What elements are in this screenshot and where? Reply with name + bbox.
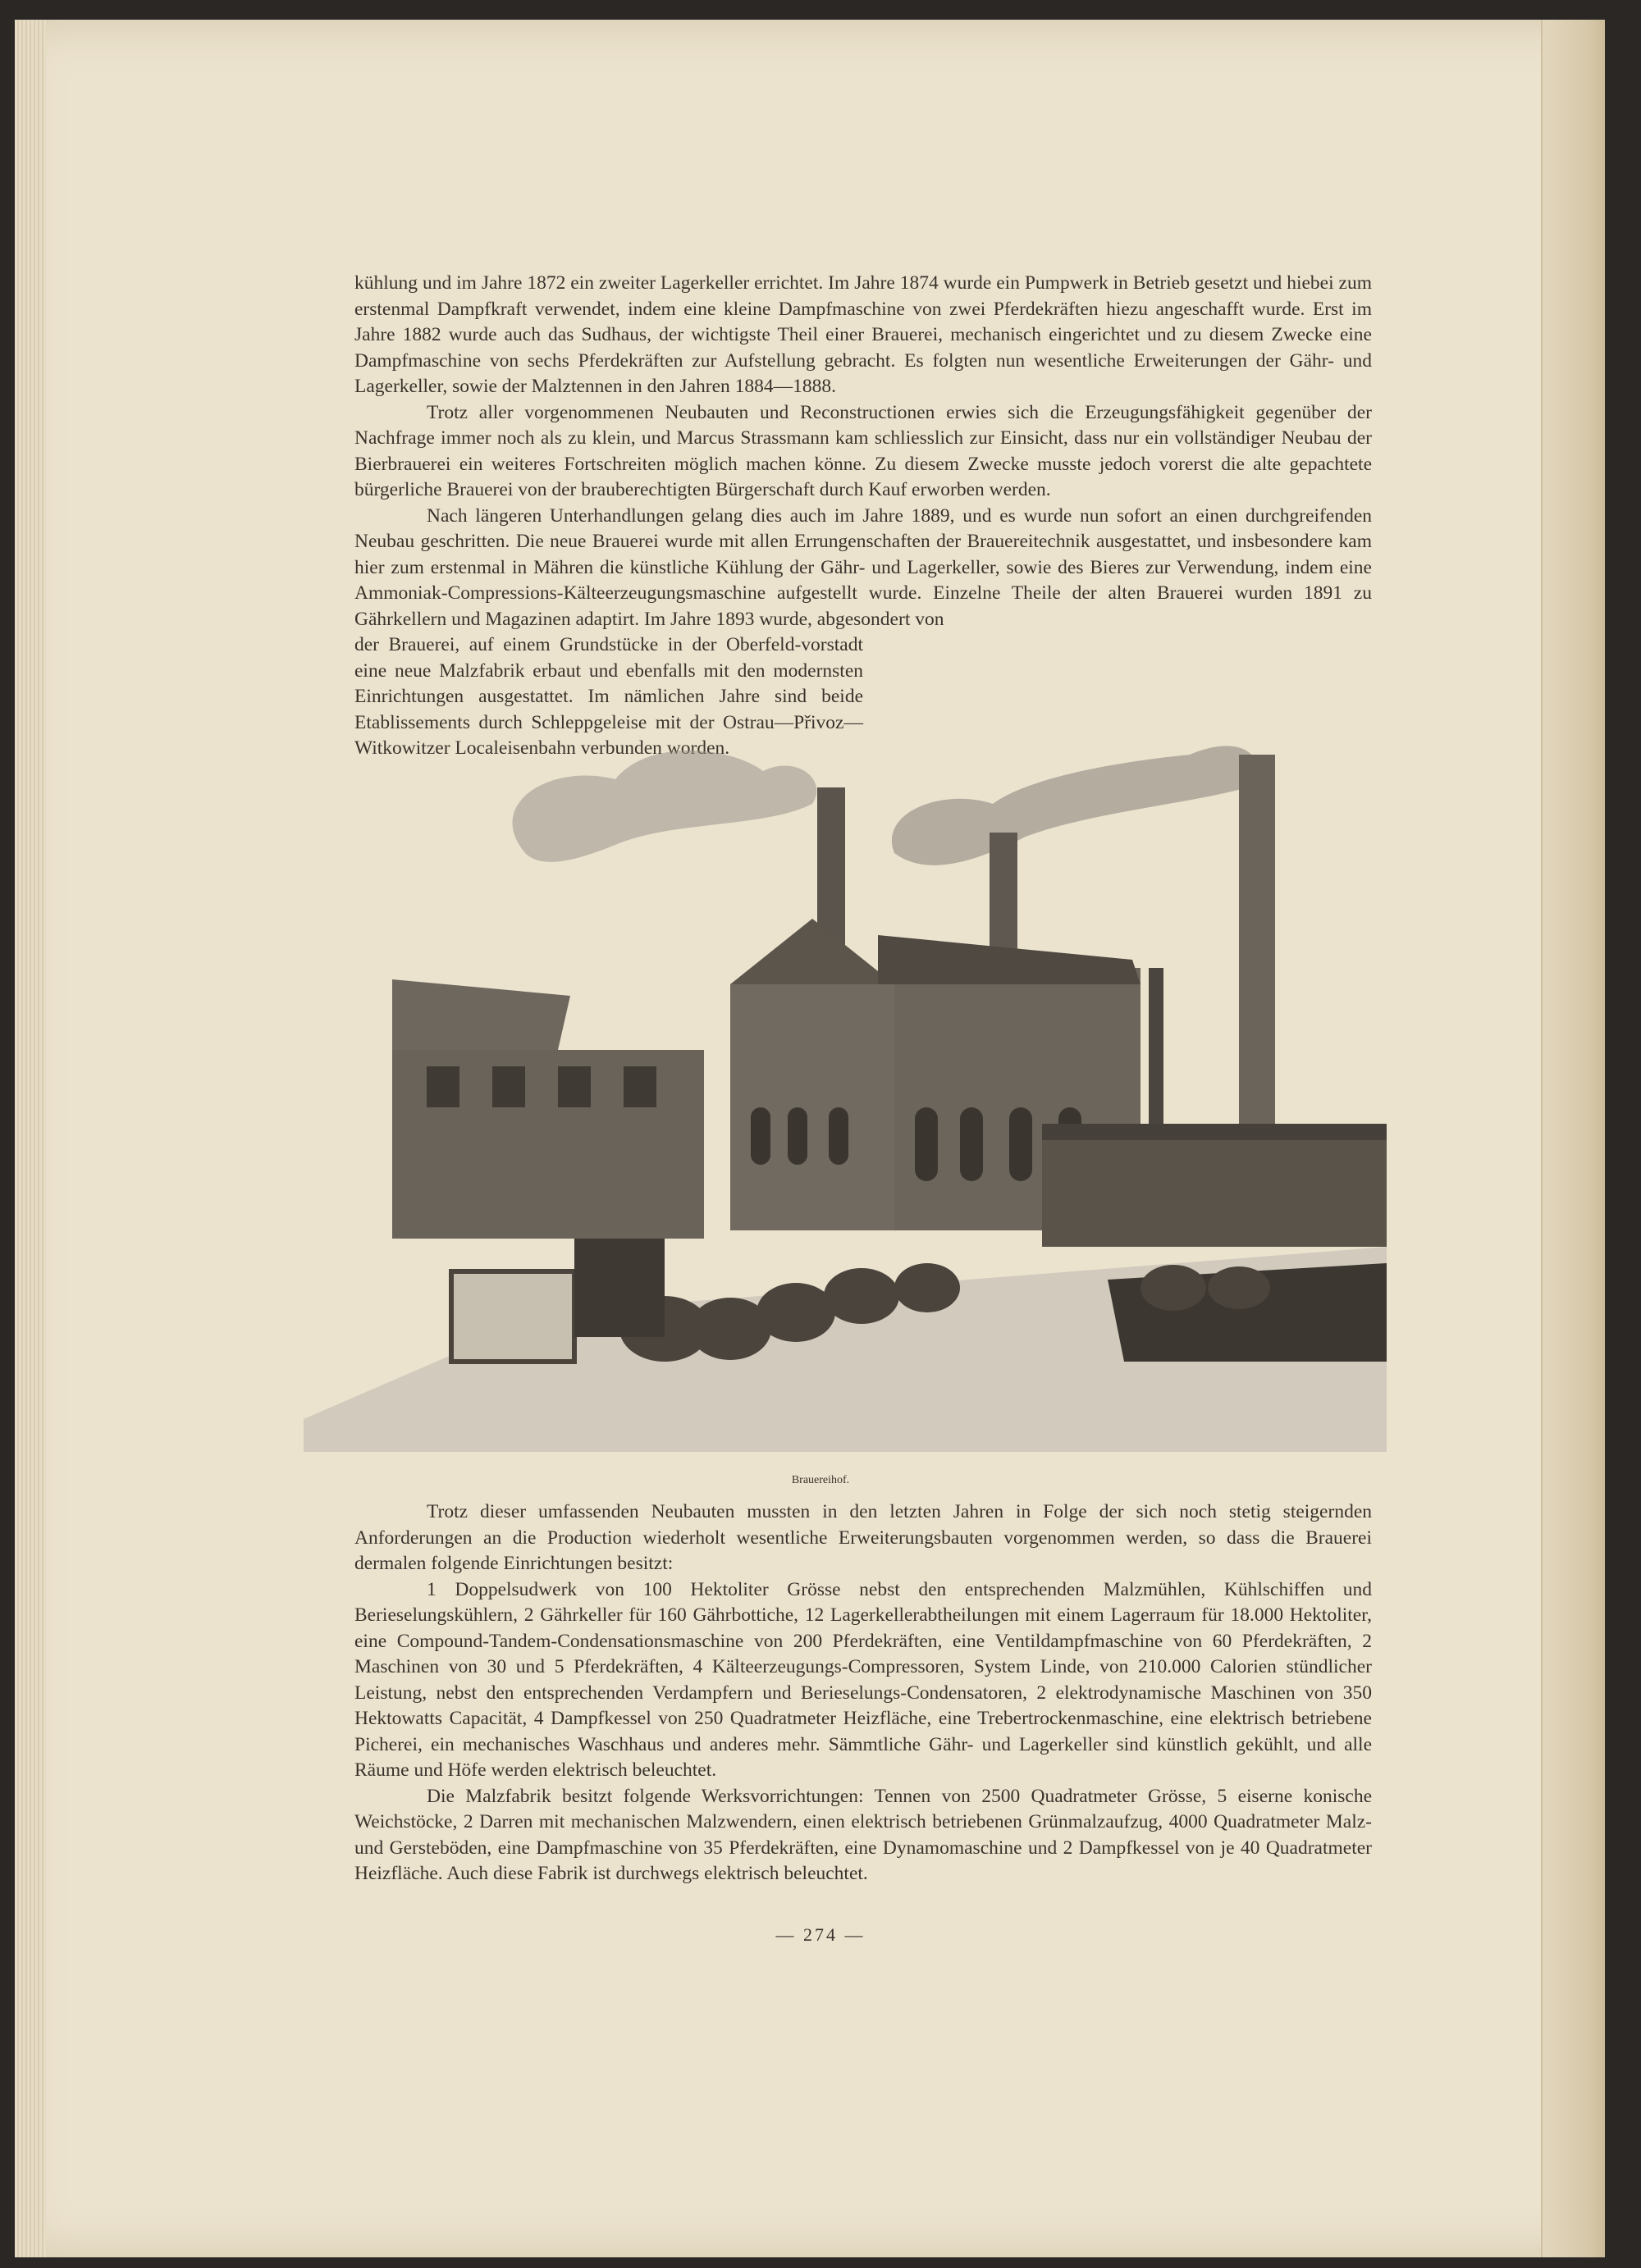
brewery-yard-photo <box>304 640 1387 1452</box>
photo-caption: Brauereihof. <box>791 1474 850 1486</box>
paragraph: Trotz dieser umfassenden Neubauten mussten in den letzten Jahren in Folge der sich noch stetig steigernden Anforderungen an die Production wiederholt wesentliche Erweiterungsbauten vorgenommen werden, so dass die Brauerei dermalen folgende Einrichtungen besitzt: <box>354 1501 1372 1574</box>
text-block-bottom <box>354 1499 1372 1887</box>
paragraph: kühlung und im Jahre 1872 ein zweiter Lagerkeller errichtet. Im Jahre 1874 wurde ein Pumpwerk in Betrieb gesetzt und hiebei zum erstenmal Dampfkraft verwendet, indem eine kleine Dampfmaschine von zwei Pferdekräften hiezu angeschafft wurde. Erst im Jahre 1882 wurde auch das Sudhaus, der wichtigste Theil einer Brauerei, mechanisch eingerichtet und zu diesem Zwecke eine Dampfmaschine von sechs Pferdekräften zur Aufstellung gebracht. Es folgten nun wesentliche Erweiterungen der Gähr- und Lagerkeller, sowie der Malztennen in den Jahren 1884—1888. <box>354 272 1372 397</box>
paragraph: Die Malzfabrik besitzt folgende Werksvorrichtungen: Tennen von 2500 Quadratmeter Grösse, 5 eiserne konische Weichstöcke, 2 Darren mit mechanischen Malzwendern, einen elektrisch betriebenen Grünmalzaufzug, 4000 Quadratmeter Malz- und Gersteböden, eine Dampfmaschine von 35 Pferdekräften, eine Dynamomaschine und 2 Dampfkessel von je 40 Quadratmeter Heizfläche. Auch diese Fabrik ist durchwegs elektrisch beleuchtet. <box>354 1785 1372 1884</box>
paragraph: Nach längeren Unterhandlungen gelang dies auch im Jahre 1889, und es wurde nun sofort an einen durchgreifenden Neubau geschritten. Die neue Brauerei wurde mit allen Errungenschaften der Brauereitechnik ausgestattet, und insbesondere kam hier zum erstenmal in Mähren die künstliche Kühlung der Gähr- und Lagerkeller, sowie des Bieres zur Verwendung, indem eine Ammoniak-Compressions-Kälteerzeugungsmaschine aufgestellt wurde. Einzelne Theile der alten Brauerei wurden 1891 zu Gährkellern und Magazinen adaptirt. Im Jahre 1893 wurde, abgesondert von <box>354 504 1372 630</box>
paragraph: Trotz aller vorgenommenen Neubauten und Reconstructionen erwies sich die Erzeugungsfähigkeit gegenüber der Nachfrage immer noch als zu klein, und Marcus Strassmann kam schliesslich zur Einsicht, dass nur ein vollständiger Neubau der Bierbrauerei ein weiteres Fortschreiten möglich machen könne. Zu diesem Zwecke musste jedoch vorerst die alte gepachtete bürgerliche Brauerei von der brauberechtigten Bürgerschaft durch Kauf erworben werden. <box>354 401 1372 500</box>
page-number: — 274 — <box>775 1924 866 1945</box>
paragraph-wrapped: der Brauerei, auf einem Grundstücke in der Oberfeld-vorstadt eine neue Malzfabrik erbaut und ebenfalls mit den modernsten Einrichtungen ausgestattet. Im nämlichen Jahre sind beide Etablissements durch Schleppgeleise mit der Ostrau—Přivoz—Witkowitzer Localeisenbahn verbunden worden. <box>354 634 863 759</box>
page-edge-right <box>1541 20 1608 2257</box>
paragraph: 1 Doppelsudwerk von 100 Hektoliter Grösse nebst den entsprechenden Malzmühlen, Kühlschiffen und Berieselungskühlern, 2 Gährkeller für 160 Gährbottiche, 12 Lagerkellerabtheilungen mit einem Lagerraum für 18.000 Hektoliter, eine Compound-Tandem-Condensationsmaschine von 200 Pferdekräften, eine Ventildampfmaschine von 60 Pferdekräften, 2 Maschinen von 30 und 5 Pferdekräften, 4 Kälteerzeugungs-Compressoren, System Linde, von 210.000 Calorien stündlicher Leistung, nebst den entsprechenden Verdampfern und Berieselungs-Condensatoren, 2 elektrodynamische Maschinen von 350 Hektowatts Capacität, 4 Dampfkessel von 250 Quadratmeter Heizfläche, eine Trebertrockenmaschine, eine elektrisch betriebene Picherei, ein mechanisches Waschhaus und anderes mehr. Sämmtliche Gähr- und Lagerkeller sind künstlich gekühlt, und alle Räume und Höfe werden elektrisch beleuchtet. <box>354 1578 1372 1781</box>
page-edge-left <box>15 20 46 2257</box>
